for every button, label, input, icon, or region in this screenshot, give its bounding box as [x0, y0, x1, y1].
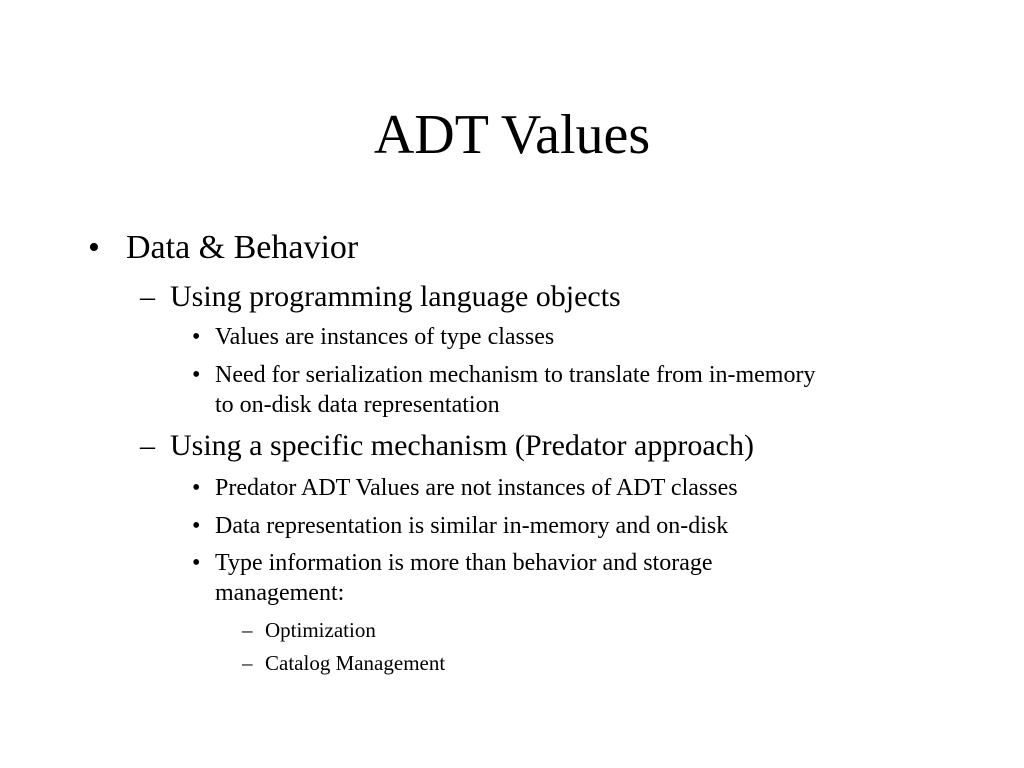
bullet-level1-data-behavior: Data & Behavior — [126, 229, 359, 266]
bullet-level2-programming-objects: Using programming language objects — [170, 280, 621, 313]
dash-marker: – — [140, 280, 155, 313]
bullet-level3-type-information-line2: management: — [215, 580, 345, 606]
bullet-level3-predator-adt-values: Predator ADT Values are not instances of ADT classes — [215, 475, 738, 501]
bullet-marker: • — [192, 475, 201, 501]
bullet-marker: • — [192, 550, 201, 576]
bullet-marker: • — [192, 362, 201, 388]
bullet-level4-catalog-management: Catalog Management — [265, 651, 446, 675]
bullet-level3-serialization-line1: Need for serialization mechanism to translate from in-memory — [215, 362, 816, 388]
bullet-level3-instances-of-type-classes: Values are instances of type classes — [215, 324, 555, 350]
dash-marker: – — [242, 618, 253, 642]
slide-title: ADT Values — [373, 104, 651, 166]
dash-marker: – — [242, 651, 253, 675]
bullet-level3-type-information-line1: Type information is more than behavior and storage — [215, 550, 713, 576]
bullet-marker: • — [192, 324, 201, 350]
bullet-level3-data-representation: Data representation is similar in-memory and on-disk — [215, 513, 729, 539]
bullet-marker: • — [88, 229, 100, 266]
bullet-marker: • — [192, 513, 201, 539]
dash-marker: – — [140, 429, 155, 462]
bullet-level2-specific-mechanism: Using a specific mechanism (Predator approach) — [170, 429, 754, 462]
bullet-level4-optimization: Optimization — [265, 618, 376, 642]
bullet-level3-serialization-line2: to on-disk data representation — [215, 392, 500, 418]
